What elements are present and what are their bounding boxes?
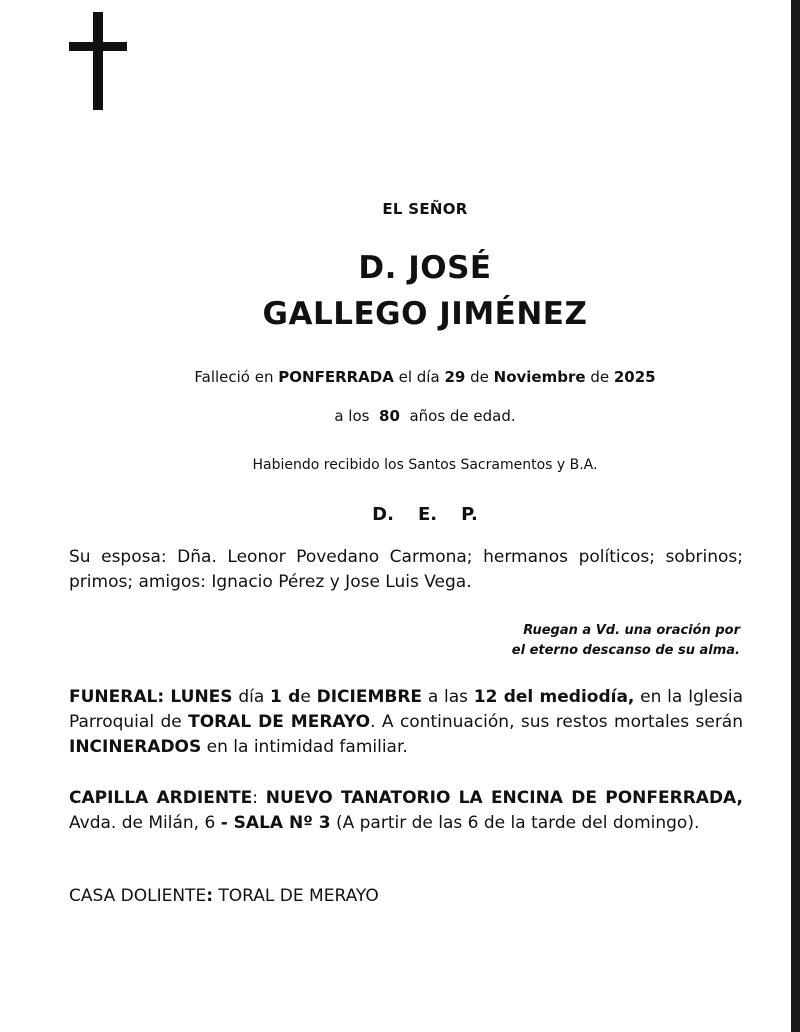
dep-text: D. E. P. xyxy=(372,504,478,525)
age-info: a los 80 años de edad. xyxy=(334,407,516,425)
capilla-info: CAPILLA ARDIENTE: NUEVO TANATORIO LA ENCINA DE PONFERRADA, Avda. de Milán, 6 - SALA Nº 3 (A partir de las 6 de la tarde del domingo). xyxy=(69,788,743,833)
deceased-name-line2: GALLEGO JIMÉNEZ xyxy=(262,296,588,332)
death-info: Falleció en PONFERRADA el día 29 de Noviembre de 2025 xyxy=(194,368,656,386)
family-text: Su esposa: Dña. Leonor Povedano Carmona; hermanos políticos; sobrinos; primos; amigos: Ignacio Pérez y Jose Luis Vega. xyxy=(69,547,743,592)
prayer-request: Ruegan a Vd. una oración por el eterno descanso de su alma. xyxy=(511,623,740,658)
deceased-name-line1: D. JOSÉ xyxy=(358,250,492,286)
cross-icon xyxy=(69,12,127,112)
casa-doliente: CASA DOLIENTE: TORAL DE MERAYO xyxy=(69,886,379,906)
funeral-info: FUNERAL: LUNES día 1 de DICIEMBRE a las 12 del mediodía, en la Iglesia Parroquial de TORAL DE MERAYO. A continuación, sus restos mortales serán INCINERADOS en la intimidad familiar. xyxy=(69,687,744,757)
heading: EL SEÑOR xyxy=(382,200,468,218)
sacraments-text: Habiendo recibido los Santos Sacramentos y B.A. xyxy=(252,457,598,473)
